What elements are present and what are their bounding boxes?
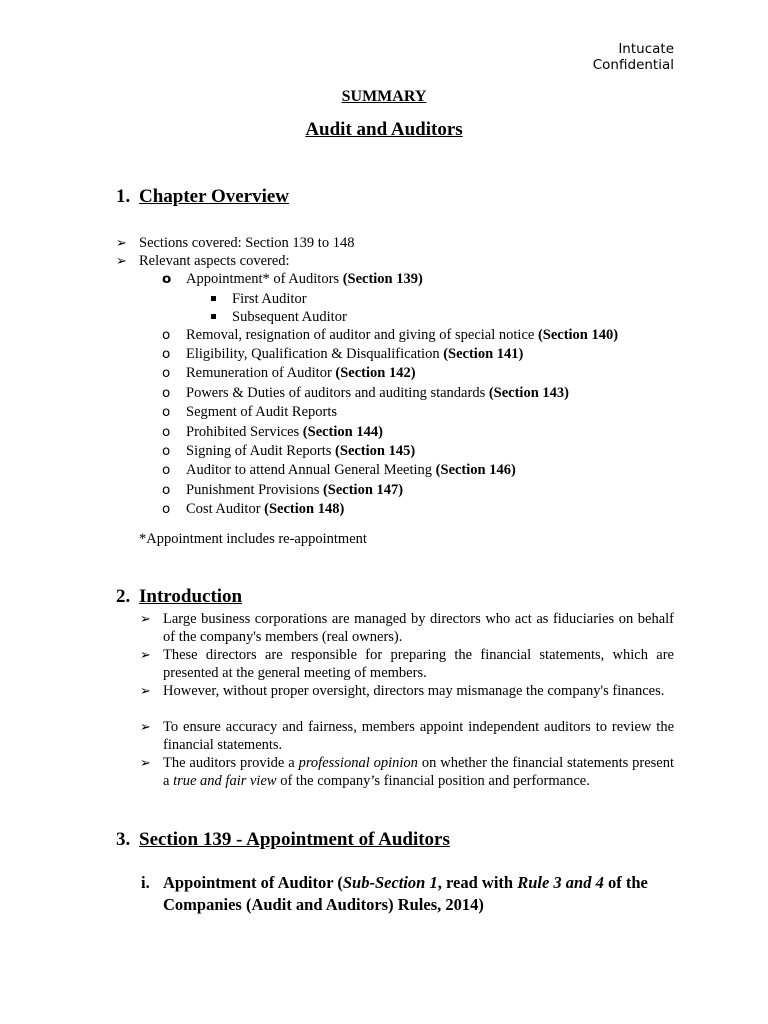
document-title: Audit and Auditors — [305, 119, 463, 140]
sections-covered: Sections covered: Section 139 to 148 — [139, 235, 355, 251]
hollow-o-bullet-icon: o — [162, 327, 171, 343]
arrowhead-bullet-icon: ➢ — [116, 235, 127, 250]
aspect-item: Powers & Duties of auditors and auditing standards (Section 143) — [186, 385, 569, 401]
aspect-item: Cost Auditor (Section 148) — [186, 501, 345, 517]
summary-label: SUMMARY — [341, 88, 427, 105]
hollow-o-bullet-icon: o — [162, 443, 171, 459]
hollow-o-bullet-icon: o — [162, 424, 171, 440]
aspect-item: Prohibited Services (Section 144) — [186, 424, 383, 440]
section-2-heading — [116, 586, 242, 608]
arrowhead-bullet-icon: ➢ — [140, 611, 151, 626]
aspect-item: Eligibility, Qualification & Disqualification (Section 141) — [186, 346, 524, 362]
section-number: 2. — [116, 586, 131, 607]
subsection-number: i. — [141, 873, 150, 892]
hollow-o-bullet-icon: o — [162, 462, 171, 478]
arrowhead-bullet-icon: ➢ — [140, 719, 151, 734]
header-classification: Confidential — [592, 56, 674, 73]
arrowhead-bullet-icon: ➢ — [140, 683, 151, 698]
aspect-item: Auditor to attend Annual General Meeting (Section 146) — [186, 462, 516, 478]
footnote: *Appointment includes re-appointment — [139, 531, 367, 547]
aspect-item: Signing of Audit Reports (Section 145) — [186, 443, 416, 459]
section-title: Section 139 - Appointment of Auditors — [139, 829, 450, 850]
arrowhead-bullet-icon: ➢ — [140, 647, 151, 662]
subsection-heading — [141, 872, 674, 916]
section-title: Introduction — [139, 586, 243, 607]
arrowhead-bullet-icon: ➢ — [140, 755, 151, 770]
sub-aspect-item: First Auditor — [232, 291, 307, 307]
aspect-item: Appointment* of Auditors (Section 139) — [186, 271, 423, 287]
intro-point: However, without proper oversight, directors may mismanage the company's finances. — [163, 683, 665, 699]
section-3-heading — [116, 829, 450, 851]
aspect-item: Remuneration of Auditor (Section 142) — [186, 365, 416, 381]
intro-point: These directors are responsible for preparing the financial statements, which are presented at the general meeting of members. — [163, 647, 674, 681]
relevant-aspects-label: Relevant aspects covered: — [139, 253, 290, 269]
aspect-item: Segment of Audit Reports — [186, 404, 338, 420]
intro-point: To ensure accuracy and fairness, members appoint independent auditors to review the financial statements. — [163, 719, 674, 753]
hollow-o-bullet-icon: o — [162, 482, 171, 498]
section-1-heading — [116, 186, 289, 208]
section-number: 1. — [116, 186, 131, 207]
aspect-item: Removal, resignation of auditor and giving of special notice (Section 140) — [186, 327, 619, 343]
square-bullet-icon — [211, 314, 216, 319]
section-title: Chapter Overview — [139, 186, 290, 207]
aspect-item: Punishment Provisions (Section 147) — [186, 482, 404, 498]
intro-point: Large business corporations are managed by directors who act as fiduciaries on behalf of the company's members (real owners). — [163, 611, 674, 645]
square-bullet-icon — [211, 296, 216, 301]
header-org: Intucate — [618, 41, 674, 57]
subsection-title: Appointment of Auditor (Sub-Section 1, read with Rule 3 and 4 of the Companies (Audit and Auditors) Rules, 2014) — [163, 873, 648, 914]
hollow-o-bullet-icon: o — [162, 404, 171, 420]
hollow-o-bullet-icon: o — [162, 271, 172, 287]
hollow-o-bullet-icon: o — [162, 346, 171, 362]
hollow-o-bullet-icon: o — [162, 501, 171, 517]
sub-aspect-item: Subsequent Auditor — [232, 309, 347, 325]
section-number: 3. — [116, 829, 131, 850]
hollow-o-bullet-icon: o — [162, 385, 171, 401]
intro-point: The auditors provide a professional opinion on whether the financial statements present a true and fair view of the company’s financial position and performance. — [163, 755, 674, 789]
hollow-o-bullet-icon: o — [162, 365, 171, 381]
arrowhead-bullet-icon: ➢ — [116, 253, 127, 268]
confidentiality-header — [593, 42, 674, 73]
